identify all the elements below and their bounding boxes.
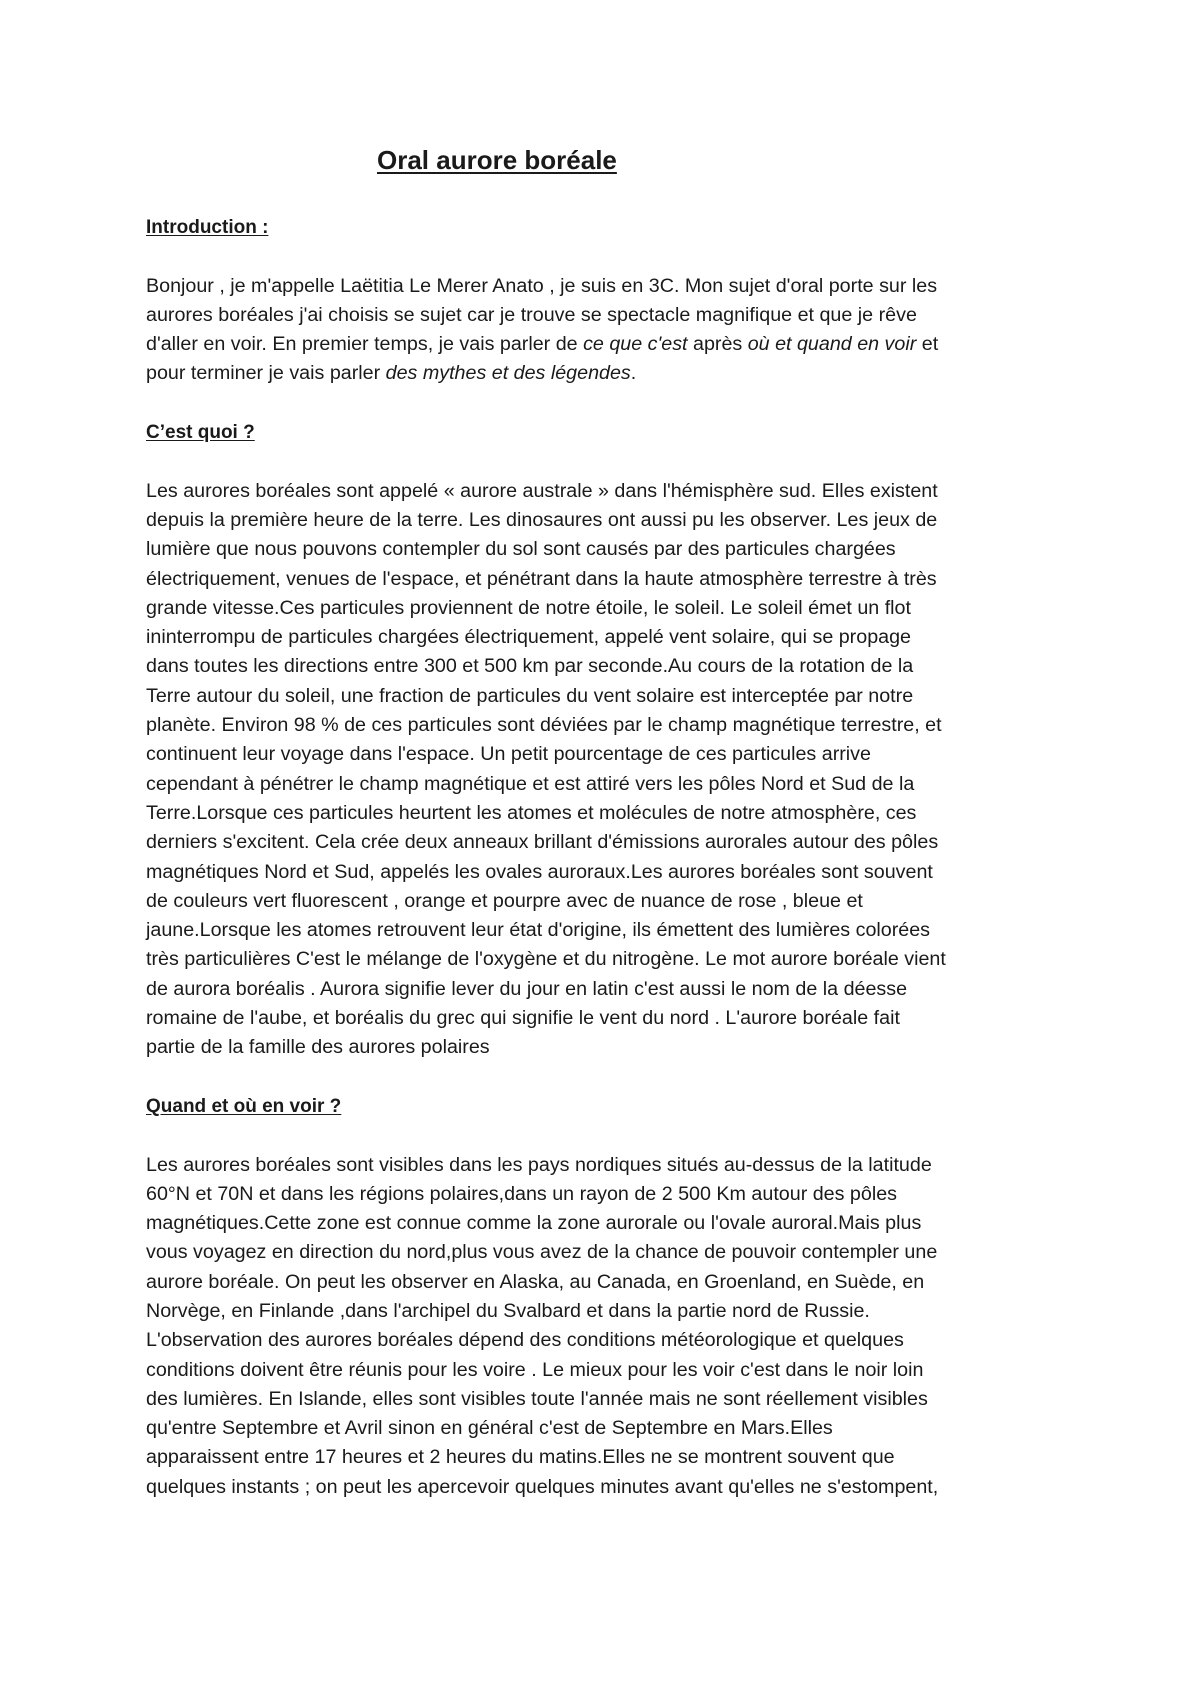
text-line: Bonjour , je m'appelle Laëtitia Le Merer Anato , je suis en 3C. Mon sujet d'oral porte sur les <box>146 274 938 297</box>
text-run: et <box>916 333 939 356</box>
text-line: dans toutes les directions entre 300 et 500 km par seconde.Au cours de la rotation de la <box>146 655 914 678</box>
text-line: cependant à pénétrer le champ magnétique et est attiré vers les pôles Nord et Sud de la <box>146 772 915 795</box>
text-line: conditions doivent être réunis pour les voire . Le mieux pour les voir c'est dans le noir loin <box>146 1358 924 1381</box>
text-line: très particulières C'est le mélange de l'oxygène et du nitrogène. Le mot aurore boréale vient <box>146 948 946 971</box>
text-line: aurore boréale. On peut les observer en Alaska, au Canada, en Groenland, en Suède, en <box>146 1270 925 1293</box>
text-line: jaune.Lorsque les atomes retrouvent leur état d'origine, ils émettent des lumières colorées <box>146 919 931 942</box>
paragraph-cest-quoi <box>146 477 1081 1063</box>
text-line: 60°N et 70N et dans les régions polaires,dans un rayon de 2 500 Km autour des pôles <box>146 1182 897 1205</box>
italic-text: ce que c'est <box>583 333 688 356</box>
text-line: aurores boréales j'ai choisis se sujet car je trouve se spectacle magnifique et que je rêve <box>146 303 917 326</box>
text-line: derniers s'excitent. Cela crée deux anneaux brillant d'émissions aurorales autour des pôles <box>146 831 939 854</box>
paragraph-introduction <box>146 272 1081 389</box>
text-line: magnétiques Nord et Sud, appelés les ovales auroraux.Les aurores boréales sont souvent <box>146 860 933 883</box>
text-line: grande vitesse.Ces particules proviennent de notre étoile, le soleil. Le soleil émet un flot <box>146 596 911 619</box>
text-line: apparaissent entre 17 heures et 2 heures du matins.Elles ne se montrent souvent que <box>146 1446 895 1469</box>
text-line: romaine de l'aube, et boréalis du grec qui signifie le vent du nord . L'aurore boréale fait <box>146 1007 900 1030</box>
text-line: quelques instants ; on peut les apercevoir quelques minutes avant qu'elles ne s'estompent, <box>146 1475 939 1498</box>
text-run: d'aller en voir. En premier temps, je vais parler de <box>146 333 584 356</box>
text-line: depuis la première heure de la terre. Les dinosaures ont aussi pu les observer. Les jeux de <box>146 508 938 531</box>
section-heading-introduction: Introduction : <box>146 217 269 238</box>
text-line: des lumières. En Islande, elles sont visibles toute l'année mais ne sont réellement visibles <box>146 1387 928 1410</box>
document-body <box>146 213 1081 1531</box>
text-line: ininterrompu de particules chargées électriquement, appelé vent solaire, qui se propage <box>146 626 911 649</box>
text-line: continuent leur voyage dans l'espace. Un petit pourcentage de ces particules arrive <box>146 743 871 766</box>
text-run: après <box>687 333 748 356</box>
italic-text: où et quand en voir <box>747 333 917 356</box>
text-run: . <box>630 362 637 385</box>
text-line: partie de la famille des aurores polaires <box>146 1036 490 1059</box>
text-line: Norvège, en Finlande ,dans l'archipel du Svalbard et dans la partie nord de Russie. <box>146 1299 870 1322</box>
text-line <box>146 359 1081 388</box>
section-heading-quand-et-ou: Quand et où en voir ? <box>146 1095 342 1117</box>
text-line: lumière que nous pouvons contempler du sol sont causés par des particules chargées <box>146 538 896 561</box>
text-line: vous voyagez en direction du nord,plus vous avez de la chance de pouvoir contempler une <box>146 1241 938 1264</box>
italic-text: des mythes et des légendes <box>385 362 631 385</box>
text-run: pour terminer je vais parler <box>146 362 386 385</box>
page-title: Oral aurore boréale <box>377 145 617 175</box>
section-heading-cest-quoi: C’est quoi ? <box>146 422 255 444</box>
text-line: Les aurores boréales sont appelé « aurore australe » dans l'hémisphère sud. Elles existent <box>146 479 938 502</box>
text-line: qu'entre Septembre et Avril sinon en général c'est de Septembre en Mars.Elles <box>146 1417 833 1440</box>
paragraph-quand-et-ou <box>146 1151 1081 1503</box>
text-line: Terre.Lorsque ces particules heurtent les atomes et molécules de notre atmosphère, ces <box>146 801 917 824</box>
text-line: L'observation des aurores boréales dépend des conditions météorologique et quelques <box>146 1329 904 1352</box>
text-line: électriquement, venues de l'espace, et pénétrant dans la haute atmosphère terrestre à très <box>146 567 937 590</box>
text-line: de aurora boréalis . Aurora signifie lever du jour en latin c'est aussi le nom de la déesse <box>146 977 908 1000</box>
text-line: Terre autour du soleil, une fraction de particules du vent solaire est interceptée par notre <box>146 684 914 707</box>
text-line: magnétiques.Cette zone est connue comme la zone aurorale ou l'ovale auroral.Mais plus <box>146 1212 922 1235</box>
text-line: Les aurores boréales sont visibles dans les pays nordiques situés au-dessus de la latitude <box>146 1153 932 1176</box>
text-line <box>146 330 1081 359</box>
text-line: planète. Environ 98 % de ces particules sont déviées par le champ magnétique terrestre, et <box>146 714 942 737</box>
text-line: de couleurs vert fluorescent , orange et pourpre avec de nuance de rose , bleue et <box>146 889 863 912</box>
